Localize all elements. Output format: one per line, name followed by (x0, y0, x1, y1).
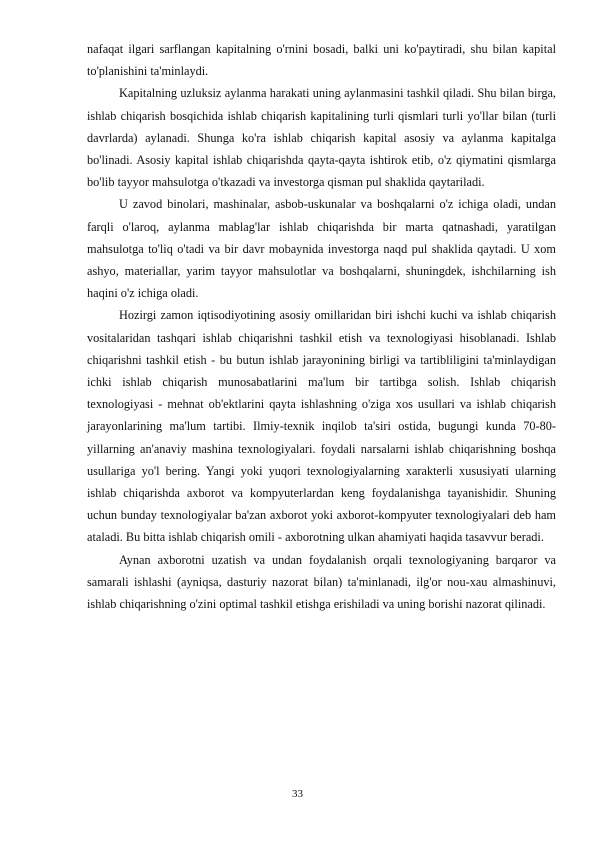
paragraph-information-transfer: Aynan axborotni uzatish va undan foydalanish orqali texnologiyaning barqaror va samarali ishlashi (ayniqsa, dasturiy nazorat bilan) ta'minlanadi, ilg'or nou-xau almashinuvi, ishlab chiqarishning o'zini optimal tashkil etishga erishiladi va uning borishi nazorat qilinadi. (87, 552, 556, 612)
paragraph-capital-circulation: Kapitalning uzluksiz aylanma harakati uning aylanmasini tashkil qiladi. Shu bilan birga, ishlab chiqarish bosqichida ishlab chiqarish kapitalining turli qismlari turli yo'llar bilan (turli davrlarda) aylanadi. Shunga ko'ra ishlab chiqarish kapital asosiy va aylanma kapitalga bo'linadi. Asosiy kapital ishlab chiqarishda qayta-qayta ishtirok etib, o'z qiymatini qismlarga bo'lib tayyor mahsulotga o'tkazadi va investorga qisman pul shaklida qaytariladi. (87, 86, 556, 190)
paragraph-continuation: nafaqat ilgari sarflangan kapitalning o'rnini bosadi, balki uni ko'paytiradi, shu bilan kapital to'planishini ta'minlaydi. (87, 42, 556, 79)
page-number: 33 (292, 788, 303, 800)
paragraph-production-technology: Hozirgi zamon iqtisodiyotining asosiy omillaridan biri ishchi kuchi va ishlab chiqarish vositalaridan tashqari ishlab chiqarishni tashkil etish va texnologiyasi hisoblanadi. Ishlab chiqarishni tashkil etish - bu butun ishlab jarayonining birligi va tartibliligini ta'minlaydigan ichki ishlab chiqarish munosabatlarini ma'lum bir tartibga solish. Ishlab chiqarish texnologiyasi - mehnat ob'ektlarini qayta ishlashning o'ziga xos usullari va ishlab chiqarish jarayonlarining ma'lum tartibi. Ilmiy-texnik inqilob ta'siri ostida, bugungi kunda 70-80-yillarning an'anaviy mashina texnologiyalari. foydali narsalarni ishlab chiqarishning boshqa usullariga yo'l bering. Yangi yoki yuqori texnologiyalarning xarakterli xususiyati ularning ishlab chiqarishda axborot va kompyuterlardan keng foydalanishga tayanishidir. Shuning uchun bunday texnologiyalar ba'zan axborot yoki axborot-kompyuter texnologiyalari deb ham ataladi. Bu bitta ishlab chiqarish omili - axborotning ulkan ahamiyati haqida tasavvur beradi. (87, 308, 556, 545)
paragraph-working-capital: U zavod binolari, mashinalar, asbob-uskunalar va boshqalarni o'z ichiga oladi, undan farqli o'laroq, aylanma mablag'lar ishlab chiqarishda bir marta qatnashadi, yaratilgan mahsulotga to'liq o'tadi va bir davr mobaynida investorga naqd pul shaklida qaytadi. U xom ashyo, materiallar, yarim tayyor mahsulotlar va boshqalarni, shuningdek, ishchilarning ish haqini o'z ichiga oladi. (87, 197, 556, 301)
document-page (87, 38, 556, 615)
